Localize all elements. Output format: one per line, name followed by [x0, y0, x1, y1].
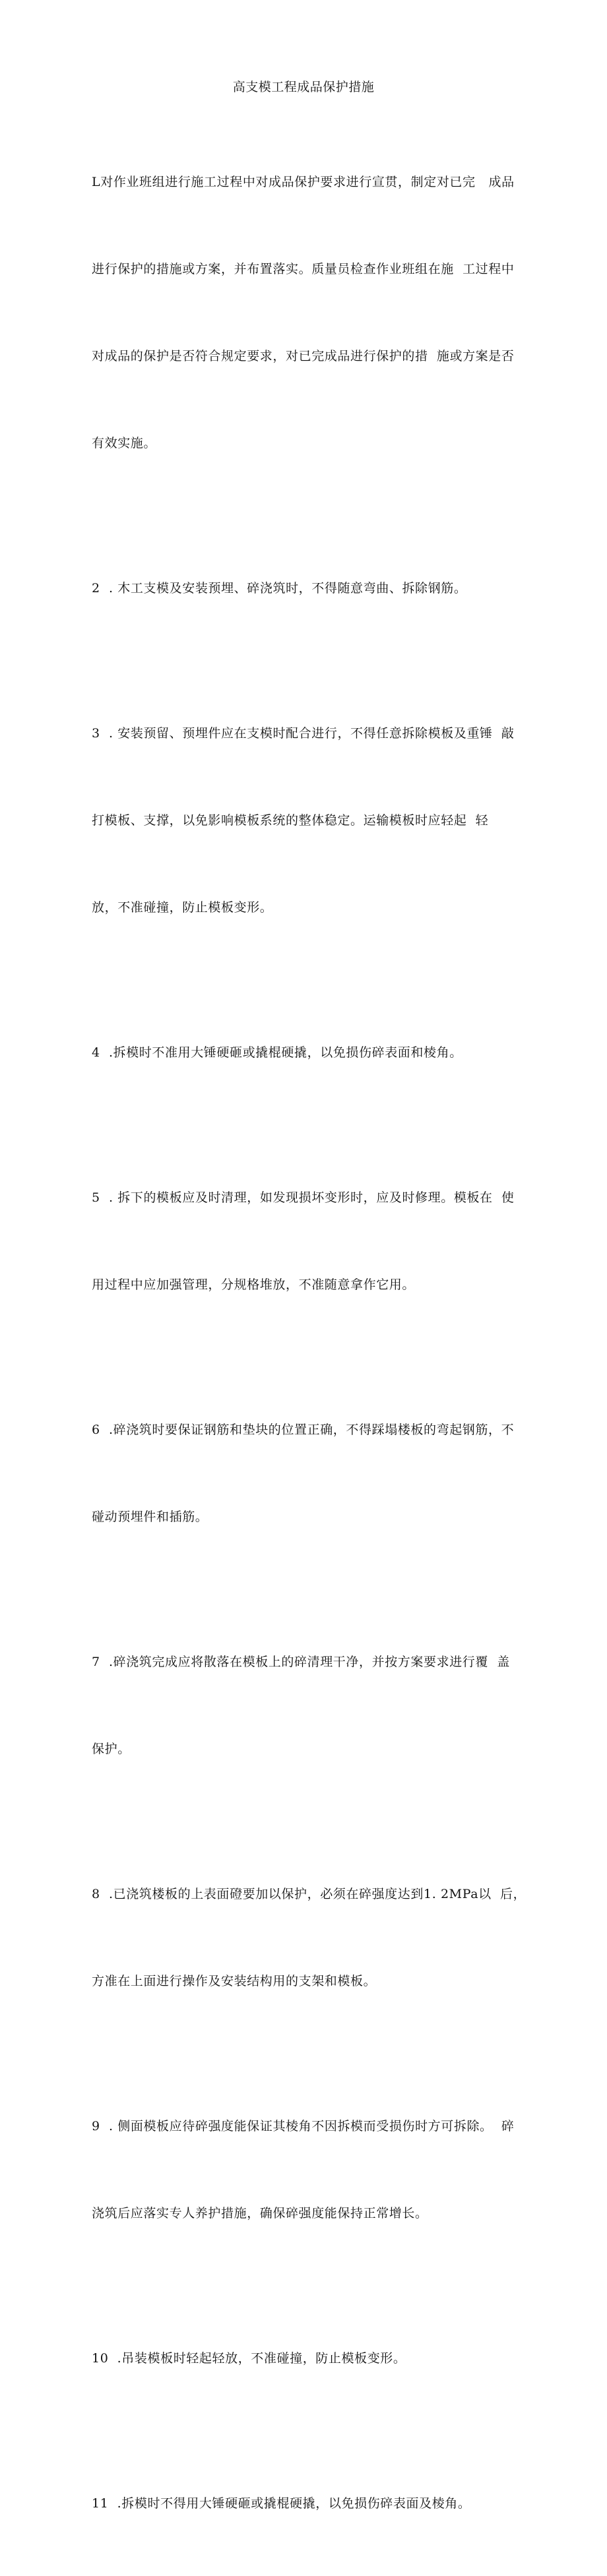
paragraph-line: 进行保护的措施或方案，并布置落实。质量员检查作业班组在施 工过程中 — [92, 262, 515, 276]
paragraph-line: 11 .拆模时不得用大锤硬砸或撬棍硬撬，以免损伤碎表面及棱角。 — [92, 2496, 471, 2511]
paragraph-line: 10 .吊装模板时轻起轻放，不准碰撞，防止模板变形。 — [92, 2351, 406, 2366]
paragraph-line: 浇筑后应落实专人养护措施，确保碎强度能保持正常增长。 — [92, 2206, 428, 2221]
paragraph-line: 7 .碎浇筑完成应将散落在模板上的碎清理干净，并按方案要求进行覆 盖 — [92, 1655, 510, 1669]
paragraph-line: 有效实施。 — [92, 436, 157, 450]
paragraph-line: 保护。 — [92, 1742, 131, 1756]
paragraph-line: 3 . 安装预留、预埋件应在支模时配合进行，不得任意拆除模板及重锤 敲 — [92, 726, 515, 741]
paragraph-line: 9 . 侧面模板应待碎强度能保证其棱角不因拆模而受损伤时方可拆除。 碎 — [92, 2119, 515, 2133]
paragraph-6 — [92, 1357, 527, 1589]
document-title: 高支模工程成品保护措施 — [232, 80, 375, 94]
paragraph-line: 5 . 拆下的模板应及时清理，如发现损坏变形时，应及时修理。模板在 使 — [92, 1190, 515, 1205]
paragraph-line: 6 .碎浇筑时要保证钢筋和垫块的位置正确，不得踩塌楼板的弯起钢筋，不 — [92, 1423, 515, 1437]
paragraph-line: 对成品的保护是否符合规定要求，对已完成品进行保护的措 施或方案是否 — [92, 349, 515, 363]
paragraph-line: 放，不准碰撞，防止模板变形。 — [92, 900, 273, 915]
paragraph-5 — [92, 1125, 527, 1357]
paragraph-line: L对作业班组进行施工过程中对成品保护要求进行宣贯，制定对已完 成品 — [92, 175, 515, 189]
paragraph-line: 4 .拆模时不准用大锤硬砸或撬棍硬撬，以免损伤碎表面和棱角。 — [92, 1045, 463, 1060]
paragraph-3 — [92, 661, 527, 980]
paragraph-line: 方准在上面进行操作及安装结构用的支架和模板。 — [92, 1974, 377, 1988]
paragraph-8 — [92, 1822, 527, 2054]
paragraph-line: 8 .已浇筑楼板的上表面磴要加以保护，必须在碎强度达到1. 2MPa以 后， — [92, 1887, 527, 1901]
paragraph-11 — [92, 2431, 527, 2576]
paragraph-2 — [92, 516, 527, 661]
document-body — [92, 109, 527, 2576]
paragraph-line: 用过程中应加强管理，分规格堆放，不准随意拿作它用。 — [92, 1277, 416, 1292]
paragraph-1 — [92, 109, 527, 516]
paragraph-line: 打模板、支撑，以免影响模板系统的整体稳定。运输模板时应轻起 轻 — [92, 813, 489, 828]
paragraph-4 — [92, 980, 527, 1125]
paragraph-9 — [92, 2054, 527, 2286]
paragraph-line: 碰动预埋件和插筋。 — [92, 1510, 208, 1524]
paragraph-line: 2 . 木工支模及安装预埋、碎浇筑时，不得随意弯曲、拆除钢筋。 — [92, 581, 467, 596]
paragraph-10 — [92, 2286, 527, 2431]
paragraph-7 — [92, 1589, 527, 1822]
